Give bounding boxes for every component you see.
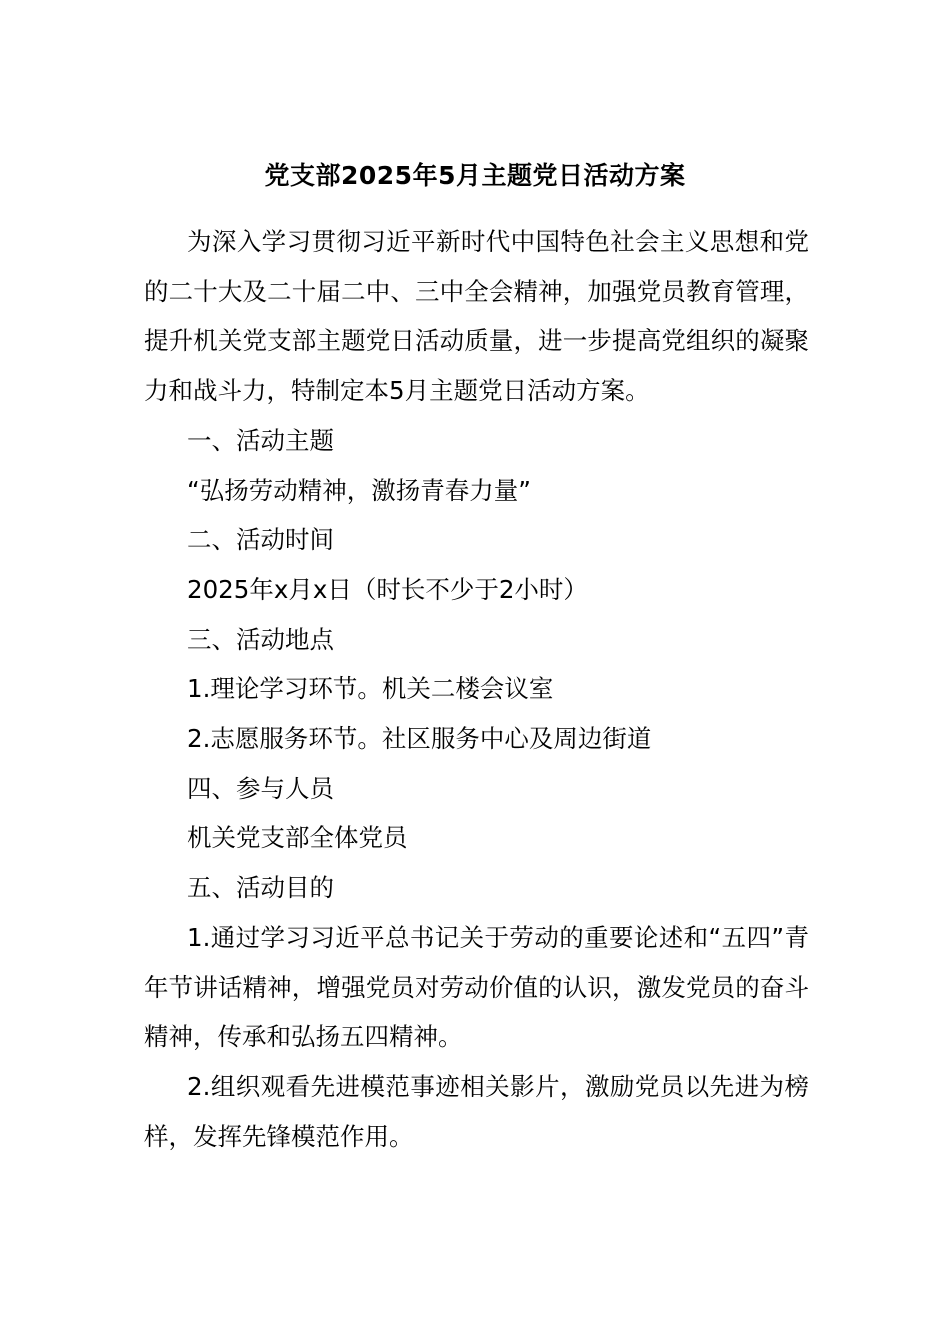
purpose-item-2: 2.组织观看先进模范事迹相关影片，激励党员以先进为榜样，发挥先锋模范作用。 <box>144 1071 809 1151</box>
purpose-item-1: 1.通过学习习近平总书记关于劳动的重要论述和“五四”青年节讲话精神，增强党员对劳动价值的认识，激发党员的奋斗精神，传承和弘扬五四精神。 <box>144 922 809 1052</box>
theme-text: “弘扬劳动精神，激扬青春力量” <box>187 475 531 505</box>
time-text: 2025年x月x日（时长不少于2小时） <box>187 574 588 604</box>
section-heading-time: 二、活动时间 <box>187 525 334 555</box>
document-body <box>144 217 809 1161</box>
section-heading-theme: 一、活动主题 <box>187 425 334 455</box>
participants-text: 机关党支部全体党员 <box>187 823 408 853</box>
section-heading-participants: 四、参与人员 <box>187 773 334 803</box>
intro-paragraph: 为深入学习贯彻习近平新时代中国特色社会主义思想和党的二十大及二十届二中、三中全会精神，加强党员教育管理，提升机关党支部主题党日活动质量，进一步提高党组织的凝聚力和战斗力，特制定本5月主题党日活动方案。 <box>144 227 809 406</box>
document-title: 党支部2025年5月主题党日活动方案 <box>264 161 686 190</box>
location-item-1: 1.理论学习环节。机关二楼会议室 <box>187 674 554 704</box>
section-heading-purpose: 五、活动目的 <box>187 873 334 903</box>
section-heading-location: 三、活动地点 <box>187 624 334 654</box>
location-item-2: 2.志愿服务环节。社区服务中心及周边街道 <box>187 724 652 754</box>
